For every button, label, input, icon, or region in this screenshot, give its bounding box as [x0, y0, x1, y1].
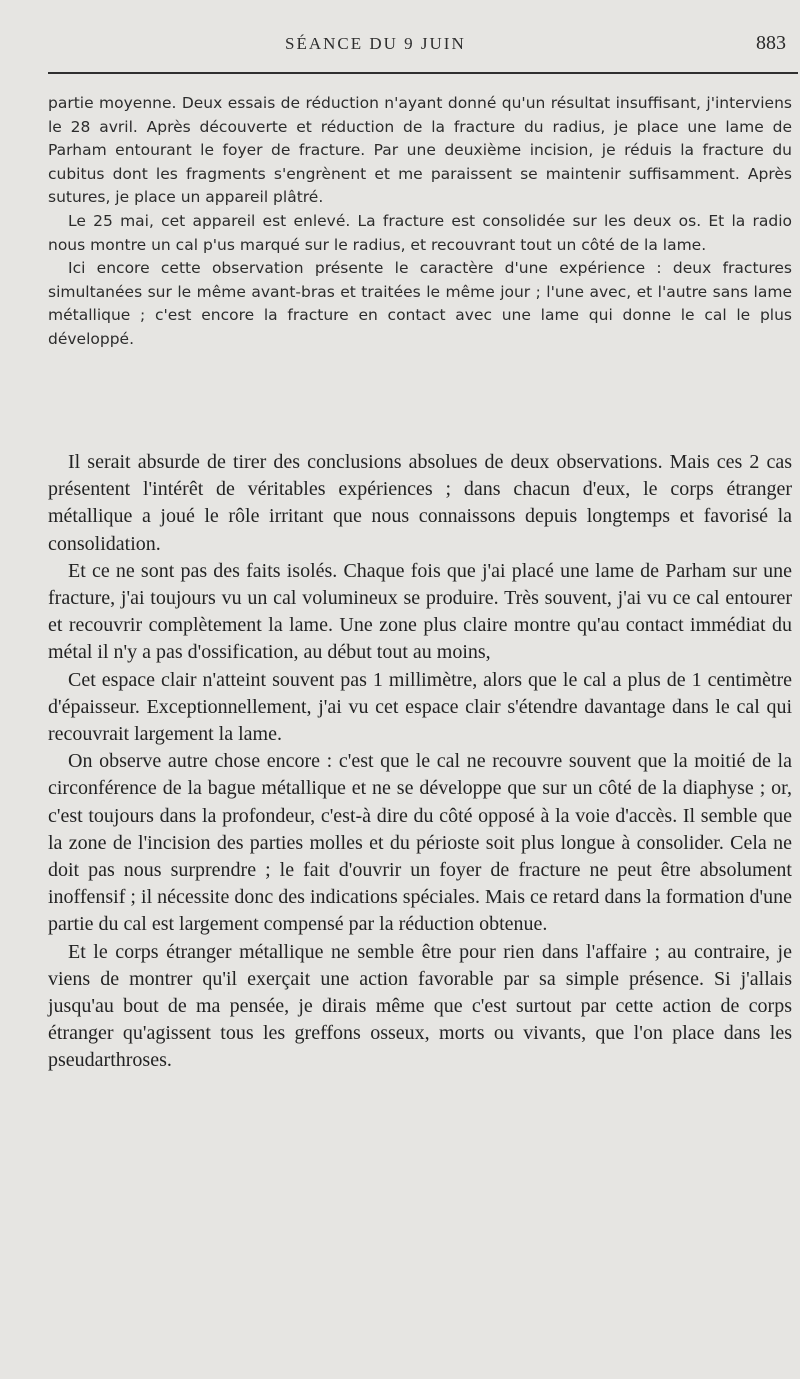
body-paragraph: On observe autre chose encore : c'est que le cal ne recouvre souvent que la moitié de la circonférence de la bague métallique et ne se développe que sur un côté de la diaphyse ; or, c'est toujours dans la profondeur, c'est-à dire du côté opposé à la voie d'accès. Il semble que la zone de l'incision des parties molles et du périoste soit plus longue à consolider. Cela ne doit pas nous surprendre ; le fait d'ouvrir un foyer de fracture ne peut être absolument inoffensif ; il nécessite donc des indications spéciales. Mais ce retard dans la formation d'une partie du cal est largement compensé par la réduction obtenue.	[48, 750, 792, 936]
main-text	[48, 449, 792, 1075]
body-paragraph: Il serait absurde de tirer des conclusions absolues de deux observations. Mais ces 2 cas présentent l'intérêt de véritables expériences ; dans chacun d'eux, le corps étranger métallique a joué le rôle irritant que nous connaissons depuis longtemps et favorisé la consolidation.	[48, 451, 792, 555]
body-paragraph: Et ce ne sont pas des faits isolés. Chaque fois que j'ai placé une lame de Parham sur une fracture, j'ai toujours vu un cal volumineux se produire. Très souvent, j'ai vu ce cal entourer et recouvrir complètement la lame. Une zone plus claire montre qu'au contact immédiat du métal il n'y a pas d'ossification, au début tout au moins,	[48, 559, 792, 664]
notes-paragraph: Le 25 mai, cet appareil est enlevé. La fracture est consolidée sur les deux os. Et la radio nous montre un cal p'us marqué sur le radius, et recouvrant tout un côté de la lame.	[48, 211, 792, 254]
header-rule	[48, 72, 798, 74]
running-title: SÉANCE DU 9 JUIN	[285, 34, 466, 53]
body-paragraph: Et le corps étranger métallique ne semble être pour rien dans l'affaire ; au contraire, je viens de montrer qu'il exerçait une action favorable par sa simple présence. Si j'allais jusqu'au bout de ma pensée, je dirais même que c'est surtout par cette action de corps étranger qu'agissent tous les greffons osseux, morts ou vivants, que l'on place dans les pseudarthroses.	[48, 940, 792, 1072]
body-paragraph: Cet espace clair n'atteint souvent pas 1 millimètre, alors que le cal a plus de 1 centimètre d'épaisseur. Exceptionnellement, j'ai vu cet espace clair s'étendre davantage dans le cal qui recouvrait largement la lame.	[48, 668, 792, 746]
notes-paragraph: Ici encore cette observation présente le caractère d'une expérience : deux fractures simultanées sur le même avant-bras et traitées le même jour ; l'une avec, et l'autre sans lame métallique ; c'est encore la fracture en contact avec une lame qui donne le cal le plus développé.	[48, 259, 792, 348]
running-header	[0, 28, 800, 58]
page-number: 883	[756, 32, 786, 54]
observation-notes	[48, 92, 792, 352]
notes-paragraph: partie moyenne. Deux essais de réduction n'ayant donné qu'un résultat insuffisant, j'interviens le 28 avril. Après découverte et réduction de la fracture du radius, je place une lame de Parham entourant le foyer de fracture. Par une deuxième incision, je réduis la fracture du cubitus dont les fragments s'engrènent et me paraissent se maintenir suffisamment. Après sutures, je place un appareil plâtré.	[48, 94, 792, 207]
